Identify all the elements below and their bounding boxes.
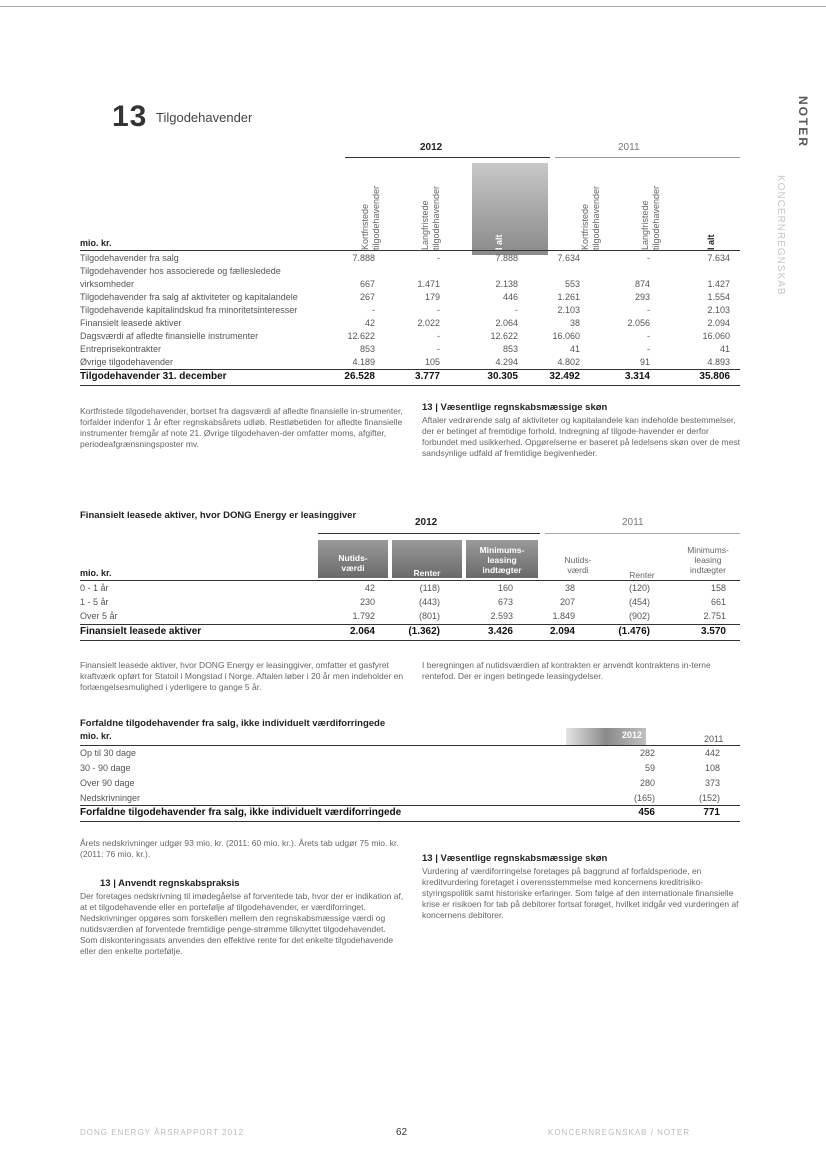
header-rule xyxy=(80,580,740,581)
bottom-rule xyxy=(80,821,740,822)
header-rule xyxy=(80,250,740,251)
accounting-policy-text: Der foretages nedskrivning til imødegåelse af forventede tab, hvor der er indikation af, at et tilgodehavende eller en portefølje af tilgodehavender, er værdiforringet. Nedskrivninger opgøres som forskellen mellem den regnskabsmæssige værdi og nutidsværdien af forventede fremtidige penge-strømme tilknyttet tilgodehavendet. Som diskonteringssats anvendes den effektive rente for det enkelte tilgodehavende eller den enkelte portefølje. xyxy=(80,891,404,956)
estimates-heading: 13 | Væsentlige regnskabsmæssige skøn xyxy=(422,402,608,413)
col-header: Langfristede tilgodehavender xyxy=(640,185,661,250)
note-number: 13 xyxy=(112,100,148,133)
col-header: Kortfristede tilgodehavender xyxy=(580,185,601,250)
col-header: Renter xyxy=(413,568,441,578)
unit-label: mio. kr. xyxy=(80,568,112,578)
col-header: I alt xyxy=(706,234,716,250)
total-rule xyxy=(80,805,740,806)
overdue-year-2012: 2012 xyxy=(622,730,643,740)
footer-right: KONCERNREGNSKAB / NOTER xyxy=(548,1128,691,1137)
leasing-note-text: Finansielt leasede aktiver, hvor DONG Energy er leasinggiver, omfatter et gasfyret kraftværk opført for Statoil i Mongstad i Norge. Aftalen løber i 20 år men indeholder en forlængelsesmulighed i yderligere to gange 5 år. xyxy=(80,660,404,692)
leasing-2011-rule xyxy=(545,533,740,534)
leasing-year-2012: 2012 xyxy=(415,517,438,528)
sidebar-label: NOTER xyxy=(796,96,810,148)
col-header: Minimums- leasing indtægter xyxy=(479,545,525,575)
footer-left: DONG ENERGY ÅRSRAPPORT 2012 xyxy=(80,1128,244,1137)
col-header: Nutids- værdi xyxy=(338,553,368,573)
total-rule xyxy=(80,369,740,370)
leasing-rate-text: I beregningen af nutidsværdien af kontrakten er anvendt kontraktens in-terne rentefod. Der er ingen betingede leasingydelser. xyxy=(422,660,711,681)
header-rule xyxy=(80,745,740,746)
estimates-heading-2: 13 | Væsentlige regnskabsmæssige skøn xyxy=(422,853,608,864)
col-header: Langfristede tilgodehavender xyxy=(420,185,441,250)
estimates-text-2: Vurdering af værdiforringelse foretages på baggrund af forfaldsperiode, en kreditvurdering foretaget i overensstemmelse med koncernens kreditrisiko-styringspolitik samt historiske erfaringer. Som følge af den internationale finansielle krise er risikoen for tab på debitorer fortsat forøget, hvilket indgår ved vurderingen af koncernens debitorer. xyxy=(422,866,739,920)
estimates-text: Aftaler vedrørende salg af aktiviteter og kapitalandele kan indeholde bestemmelser, der er betinget af fremtidige forhold. Indregning af tilgode-havender er derfor forbundet med usikkerhed. Opgørelserne er baseret på ledelsens skøn over de mest sandsynlige udfald af fremtidige begivenheder. xyxy=(422,415,740,458)
year-2012-rule xyxy=(345,157,550,158)
leasing-table-title: Finansielt leasede aktiver, hvor DONG Energy er leasinggiver xyxy=(80,510,357,521)
overdue-table-title: Forfaldne tilgodehavender fra salg, ikke individuelt værdiforringede xyxy=(80,718,386,729)
bottom-rule xyxy=(80,640,740,641)
col-header: Minimums- leasing indtægter xyxy=(687,545,729,575)
leasing-2012-rule xyxy=(318,533,540,534)
receivables-note-text: Kortfristede tilgodehavender, bortset fra dagsværdi af afledte finansielle in-strumenter, forfalder indenfor 1 år efter regnskabsårets udløb. Restløbetiden for afledte finansielle instrumenter fremgår af note 21. Øvrige tilgodehaven-der omfatter moms, afgifter, periodeafgrænsningsposter mv. xyxy=(80,406,403,449)
year-2012-header: 2012 xyxy=(420,142,443,153)
overdue-year-2011: 2011 xyxy=(704,734,724,744)
top-rule xyxy=(0,6,826,7)
col-header: Renter xyxy=(629,570,655,580)
bottom-rule xyxy=(80,385,740,386)
year-2011-header: 2011 xyxy=(618,142,640,153)
leasing-year-2011: 2011 xyxy=(622,517,644,528)
impairment-summary-text: Årets nedskrivninger udgør 93 mio. kr. (2011: 60 mio. kr.). Årets tab udgør 75 mio. kr. (2011: 76 mio. kr.). xyxy=(80,838,399,859)
note-title: Tilgodehavender xyxy=(156,110,253,125)
unit-label: mio. kr. xyxy=(80,238,112,248)
accounting-policy-heading: 13 | Anvendt regnskabspraksis xyxy=(100,878,240,889)
col-header: Nutids- værdi xyxy=(564,555,592,575)
col-header: I alt xyxy=(494,234,504,250)
sidebar-faint-label: KONCERNREGNSKAB xyxy=(775,175,786,296)
unit-label: mio. kr. xyxy=(80,731,112,741)
page-number: 62 xyxy=(396,1127,408,1138)
col-header: Kortfristede tilgodehavender xyxy=(360,185,381,250)
year-2011-rule xyxy=(555,157,740,158)
total-rule xyxy=(80,624,740,625)
